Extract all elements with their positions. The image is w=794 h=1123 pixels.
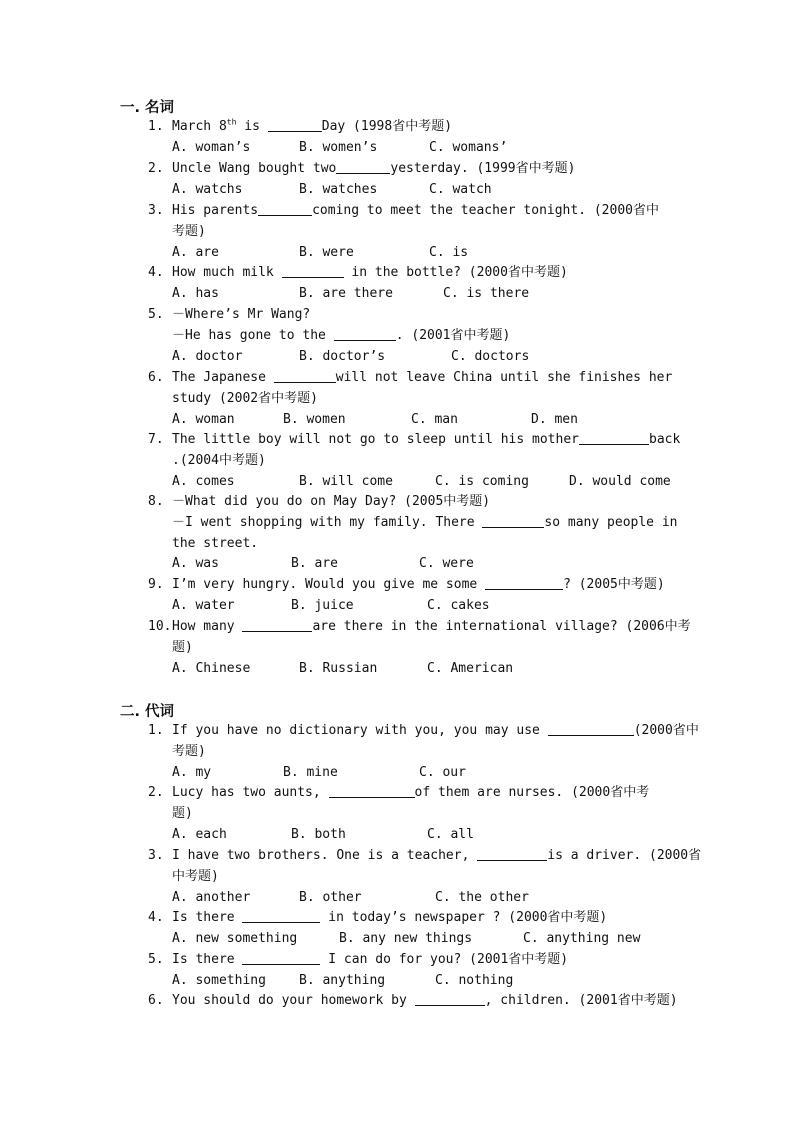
question-text: yesterday. (1999省中考题)	[390, 161, 576, 176]
question-text: －I went shopping with my family. There	[172, 514, 483, 530]
option-b: B. watches	[299, 181, 378, 197]
question-text: How many	[172, 619, 243, 634]
question-pronoun-4	[148, 908, 688, 950]
superscript: th	[226, 117, 237, 127]
option-a: A. another	[172, 889, 251, 905]
option-b: B. juice	[291, 597, 354, 613]
option-c: C. our	[419, 764, 466, 780]
question-text: is a driver. (2000省	[547, 848, 702, 863]
question-text: －Where’s Mr Wang?	[172, 307, 311, 322]
question-text: The little boy will not go to sleep until his mother	[172, 432, 579, 447]
question-number: 7.	[148, 432, 164, 447]
option-b: B. Russian	[299, 660, 378, 676]
option-b: B. will come	[299, 473, 393, 489]
option-b: B. were	[299, 244, 354, 260]
answer-blank[interactable]	[485, 575, 563, 590]
option-a: A. watchs	[172, 181, 243, 197]
question-noun-2	[148, 159, 688, 201]
option-c: C. man	[411, 411, 458, 427]
option-a: A. new something	[172, 930, 298, 946]
question-text: , children. (2001省中考题)	[484, 993, 678, 1008]
question-text: coming to meet the teacher tonight. (2000省中	[312, 203, 659, 218]
answer-blank[interactable]	[579, 430, 649, 445]
question-text: will not leave China until she finishes her	[335, 370, 673, 385]
question-text: the street.	[172, 535, 259, 551]
option-a: A. comes	[172, 473, 235, 489]
answer-blank[interactable]	[282, 263, 344, 278]
question-text: I have two brothers. One is a teacher,	[172, 848, 478, 863]
question-text: 中考题)	[172, 868, 219, 884]
question-text: of them are nurses. (2000省中考	[414, 785, 650, 800]
option-c: C. watch	[429, 181, 492, 197]
option-a: A. was	[172, 556, 219, 572]
option-c: C. the other	[435, 889, 529, 905]
option-a: A. Chinese	[172, 660, 251, 676]
question-number: 3.	[148, 203, 164, 218]
option-a: A. has	[172, 285, 219, 301]
question-noun-10	[148, 617, 691, 679]
question-text: Day (1998省中考题)	[321, 119, 453, 134]
option-c: C. is coming	[435, 473, 529, 489]
question-pronoun-1	[148, 721, 699, 783]
option-b: B. any new things	[339, 930, 473, 946]
answer-blank[interactable]	[258, 201, 312, 216]
question-noun-7	[148, 430, 688, 492]
question-text: His parents	[172, 203, 259, 218]
option-b: B. women	[283, 411, 346, 427]
question-number: 8.	[148, 494, 164, 509]
question-noun-6	[148, 368, 688, 430]
question-number: 2.	[148, 161, 164, 176]
question-text: March 8	[172, 119, 227, 134]
option-b: B. are	[291, 556, 338, 572]
question-text: Is there	[172, 910, 243, 925]
question-noun-8	[148, 492, 688, 575]
option-b: B. women’s	[299, 139, 378, 155]
answer-blank[interactable]	[242, 908, 320, 923]
option-c: C. were	[419, 556, 474, 572]
question-number: 2.	[148, 785, 164, 800]
question-number: 4.	[148, 265, 164, 280]
question-number: 9.	[148, 577, 164, 592]
answer-blank[interactable]	[482, 513, 544, 528]
answer-blank[interactable]	[329, 783, 415, 798]
option-b: B. doctor’s	[299, 348, 386, 364]
option-c: C. doctors	[451, 348, 530, 364]
question-number: 5.	[148, 307, 164, 322]
question-text: Lucy has two aunts,	[172, 785, 329, 800]
question-number: 4.	[148, 910, 164, 925]
option-d: D. men	[531, 411, 578, 427]
option-c: C. nothing	[435, 972, 514, 988]
question-number: 1.	[148, 119, 164, 134]
option-d: D. would come	[569, 473, 671, 489]
answer-blank[interactable]	[548, 721, 634, 736]
option-a: A. something	[172, 972, 266, 988]
question-text: study (2002省中考题)	[172, 390, 318, 406]
question-text: －He has gone to the	[172, 327, 334, 343]
question-text: If you have no dictionary with you, you may use	[172, 723, 548, 738]
question-pronoun-6	[148, 991, 688, 1012]
question-pronoun-2	[148, 783, 688, 845]
answer-blank[interactable]	[274, 368, 336, 383]
option-a: A. each	[172, 826, 227, 842]
question-noun-4	[148, 263, 688, 305]
question-text: Is there	[172, 952, 243, 967]
option-c: C. is there	[443, 285, 530, 301]
question-text: 考题)	[172, 223, 206, 239]
option-c: C. cakes	[427, 597, 490, 613]
question-noun-5	[148, 305, 688, 367]
question-text: is	[236, 119, 268, 134]
answer-blank[interactable]	[336, 159, 390, 174]
question-number: 1.	[148, 723, 164, 738]
option-b: B. anything	[299, 972, 386, 988]
question-text: －What did you do on May Day? (2005中考题)	[172, 494, 491, 509]
question-text: The Japanese	[172, 370, 274, 385]
question-text: I’m very hungry. Would you give me some	[172, 577, 486, 592]
question-text: ? (2005中考题)	[563, 577, 665, 592]
option-a: A. are	[172, 244, 219, 260]
question-noun-9	[148, 575, 688, 617]
option-c: C. is	[429, 244, 469, 260]
option-b: B. both	[291, 826, 346, 842]
option-b: B. mine	[283, 764, 338, 780]
answer-blank[interactable]	[242, 950, 320, 965]
option-c: C. American	[427, 660, 514, 676]
option-a: A. woman’s	[172, 139, 251, 155]
answer-blank[interactable]	[268, 117, 322, 132]
answer-blank[interactable]	[242, 617, 312, 632]
question-pronoun-3	[148, 846, 702, 908]
question-pronoun-5	[148, 950, 688, 992]
question-text: (2000省中	[633, 723, 699, 738]
question-text: 题)	[172, 805, 193, 821]
question-text: in today’s newspaper ? (2000省中考题)	[320, 910, 608, 925]
question-text: 题)	[172, 639, 193, 655]
question-text: .(2004中考题)	[172, 452, 266, 468]
question-noun-1	[148, 117, 688, 159]
question-text: I can do for you? (2001省中考题)	[320, 952, 569, 967]
question-number: 6.	[148, 993, 164, 1008]
question-text: How much milk	[172, 265, 282, 280]
section-title-pronouns: 二. 代词	[120, 704, 175, 720]
question-text: 考题)	[172, 743, 206, 759]
option-c: C. womans’	[429, 139, 508, 155]
question-noun-3	[148, 201, 688, 263]
question-number: 3.	[148, 848, 164, 863]
question-text: in the bottle? (2000省中考题)	[343, 265, 568, 280]
question-text: Uncle Wang bought two	[172, 161, 337, 176]
question-text: are there in the international village? (2006中考	[312, 619, 691, 634]
option-a: A. water	[172, 597, 235, 613]
answer-blank[interactable]	[334, 326, 396, 341]
section-title-nouns: 一. 名词	[120, 100, 175, 116]
question-number: 6.	[148, 370, 164, 385]
question-text: . (2001省中考题)	[395, 327, 511, 343]
option-a: A. my	[172, 764, 212, 780]
option-c: C. all	[427, 826, 474, 842]
question-number: 10.	[148, 619, 172, 634]
option-a: A. doctor	[172, 348, 243, 364]
question-text: You should do your homework by	[172, 993, 415, 1008]
option-b: B. other	[299, 889, 362, 905]
option-c: C. anything new	[523, 930, 641, 946]
question-text: back	[649, 432, 681, 447]
question-number: 5.	[148, 952, 164, 967]
answer-blank[interactable]	[477, 846, 547, 861]
option-b: B. are there	[299, 285, 393, 301]
option-a: A. woman	[172, 411, 235, 427]
answer-blank[interactable]	[415, 991, 485, 1006]
question-text: so many people in	[544, 514, 678, 530]
